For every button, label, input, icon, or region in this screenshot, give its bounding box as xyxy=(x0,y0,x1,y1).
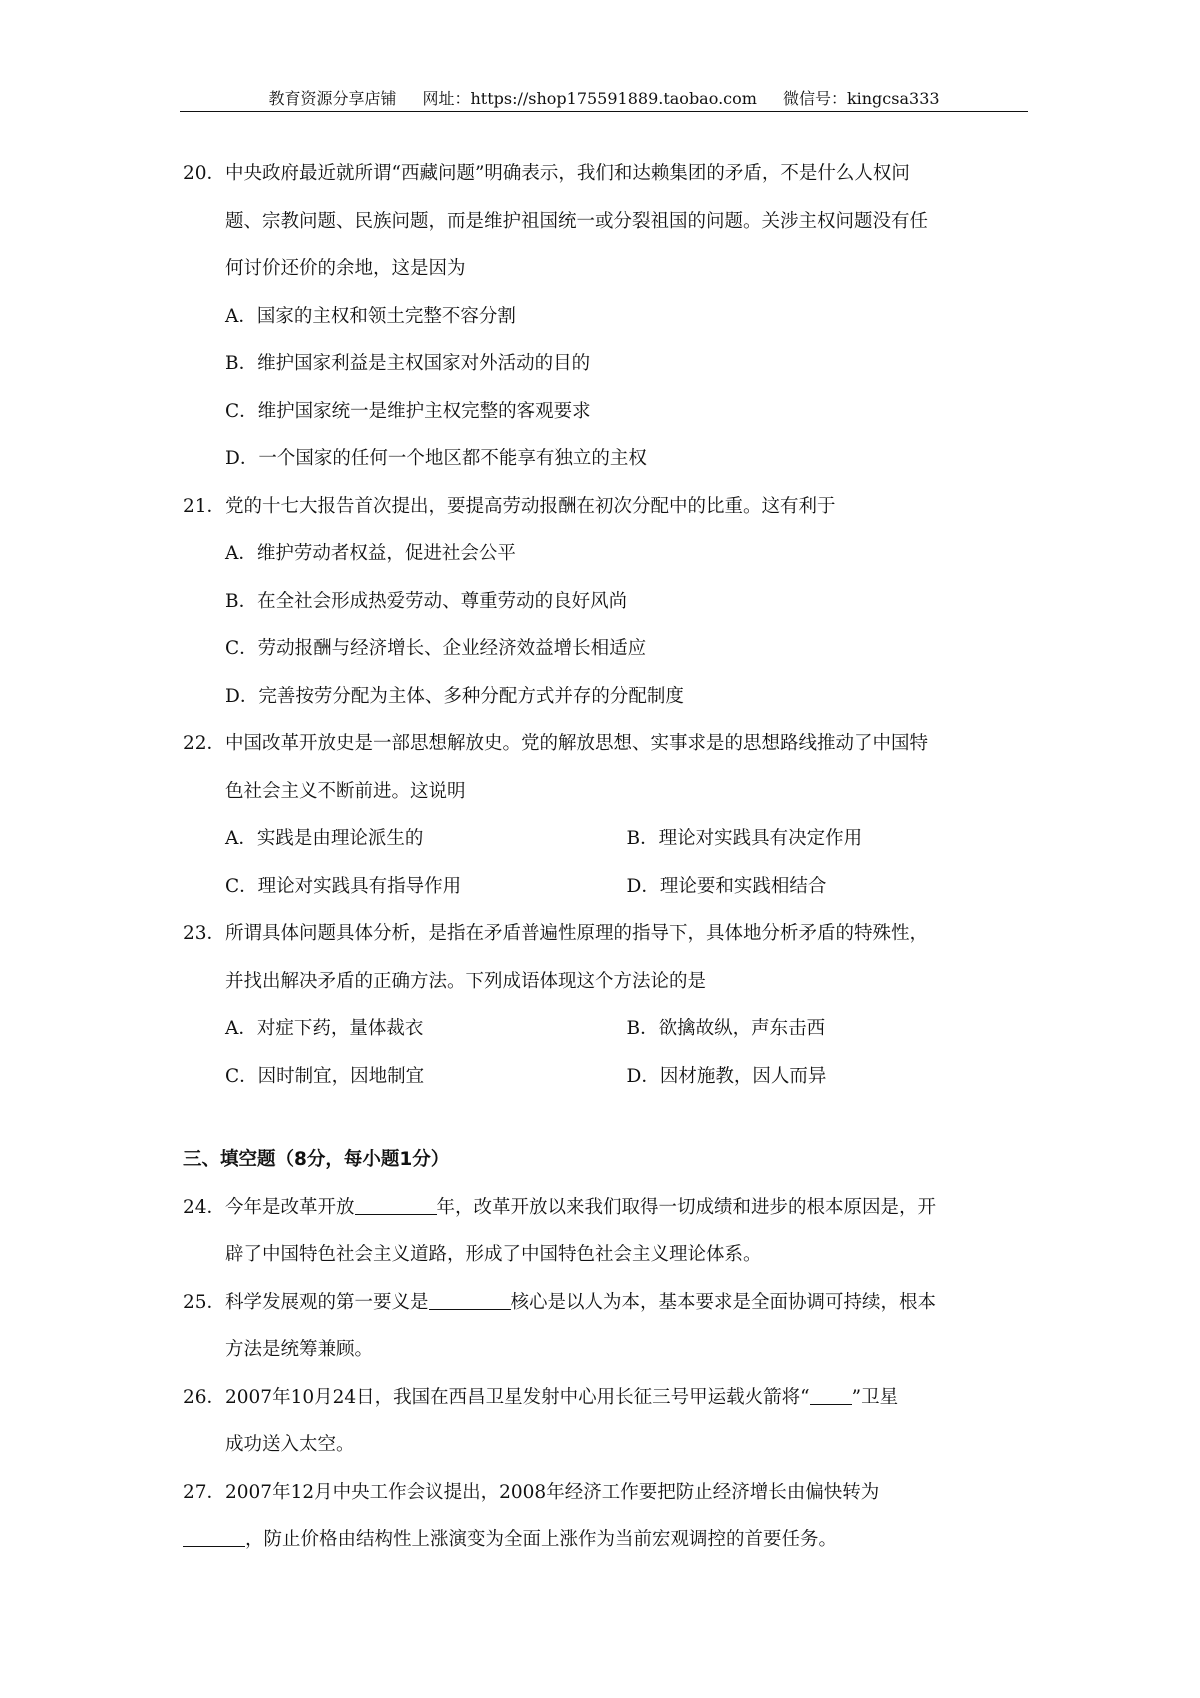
option-b: B．理论对实践具有决定作用 xyxy=(626,828,863,849)
option-d: D．因材施教，因人而异 xyxy=(626,1065,827,1087)
question-text-line xyxy=(225,1374,1028,1422)
header-divider xyxy=(180,111,1028,112)
option-c: C．劳动报酬与经济增长、企业经济效益增长相适应 xyxy=(225,638,647,659)
option-d: D．完善按劳分配为主体、多种分配方式并存的分配制度 xyxy=(225,685,684,707)
question-text-line: 成功送入太空。 xyxy=(225,1434,355,1455)
question-number: 26． xyxy=(183,1386,226,1408)
question-text-line: 并找出解决矛盾的正确方法。下列成语体现这个方法论的是 xyxy=(225,970,707,992)
option-b: B．欲擒故纵，声东击西 xyxy=(626,1018,826,1039)
question-number: 24． xyxy=(183,1196,226,1218)
question-23-options xyxy=(183,1005,1028,1100)
text-after-blank: 年，改革开放以来我们取得一切成绩和进步的根本原因是，开 xyxy=(436,1196,937,1218)
question-25 xyxy=(183,1279,1028,1374)
option-a: A．国家的主权和领土完整不容分割 xyxy=(225,305,516,327)
option-c: C．维护国家统一是维护主权完整的客观要求 xyxy=(225,400,591,422)
exam-content xyxy=(183,150,1028,1564)
section-title: 三、填空题（8分，每小题1分） xyxy=(183,1149,450,1170)
question-23 xyxy=(183,910,1028,1005)
option-row xyxy=(225,863,1028,911)
text-after-blank: ”卫星 xyxy=(851,1386,899,1408)
question-number: 27． xyxy=(183,1481,226,1503)
header-website: 网址：https://shop175591889.taobao.com xyxy=(422,89,757,108)
option-c: C．因时制宜，因地制宜 xyxy=(225,1065,425,1087)
question-number: 21． xyxy=(183,495,226,517)
option-a: A．维护劳动者权益，促进社会公平 xyxy=(225,543,516,564)
question-text-line: 2007年12月中央工作会议提出，2008年经济工作要把防止经济增长由偏快转为 xyxy=(225,1481,880,1503)
question-21-options xyxy=(183,530,1028,720)
question-text-line: 方法是统筹兼顾。 xyxy=(225,1339,374,1360)
text-before-blank: 今年是改革开放 xyxy=(225,1196,355,1218)
question-26 xyxy=(183,1374,1028,1469)
text-after-blank: 核心是以人为本，基本要求是全面协调可持续，根本 xyxy=(510,1291,937,1313)
question-21 xyxy=(183,483,1028,531)
option-c: C．理论对实践具有指导作用 xyxy=(225,875,462,897)
option-d: D．理论要和实践相结合 xyxy=(626,875,827,897)
question-text-line: 中央政府最近就所谓“西藏问题”明确表示，我们和达赖集团的矛盾，不是什么人权问 xyxy=(225,163,910,184)
question-22-options xyxy=(183,815,1028,910)
question-text-line: 中国改革开放史是一部思想解放史。党的解放思想、实事求是的思想路线推动了中国特 xyxy=(225,733,929,754)
option-a: A．实践是由理论派生的 xyxy=(225,828,424,849)
question-text-line xyxy=(183,1516,1028,1564)
question-27 xyxy=(183,1469,1028,1564)
answer-blank[interactable] xyxy=(429,1291,511,1310)
question-number: 22． xyxy=(183,733,226,754)
header-shop-name: 教育资源分享店铺 xyxy=(268,89,397,108)
question-text-line xyxy=(225,1184,1028,1232)
question-number: 20． xyxy=(183,163,226,184)
question-text-line xyxy=(225,1279,1028,1327)
question-text-line: 何讨价还价的余地，这是因为 xyxy=(225,258,466,279)
text-after-blank: ，防止价格由结构性上涨演变为全面上涨作为当前宏观调控的首要任务。 xyxy=(245,1529,838,1550)
option-row xyxy=(225,1005,1028,1053)
question-20 xyxy=(183,150,1028,293)
question-22 xyxy=(183,720,1028,815)
question-text-line: 党的十七大报告首次提出，要提高劳动报酬在初次分配中的比重。这有利于 xyxy=(225,495,836,517)
option-row xyxy=(225,1053,1028,1101)
question-number: 25． xyxy=(183,1291,226,1313)
answer-blank[interactable] xyxy=(183,1528,245,1547)
header-wechat: 微信号：kingcsa333 xyxy=(782,89,940,108)
option-b: B．在全社会形成热爱劳动、尊重劳动的良好风尚 xyxy=(225,590,628,612)
text-before-blank: 2007年10月24日，我国在西昌卫星发射中心用长征三号甲运载火箭将“ xyxy=(225,1386,810,1408)
question-24 xyxy=(183,1184,1028,1279)
option-a: A．对症下药，量体裁衣 xyxy=(225,1018,424,1039)
answer-blank[interactable] xyxy=(355,1196,437,1215)
question-text-line: 辟了中国特色社会主义道路，形成了中国特色社会主义理论体系。 xyxy=(225,1244,762,1265)
question-text-line: 色社会主义不断前进。这说明 xyxy=(225,780,466,802)
question-text-line: 题、宗教问题、民族问题，而是维护祖国统一或分裂祖国的问题。关涉主权问题没有任 xyxy=(225,210,929,232)
question-number: 23． xyxy=(183,923,226,944)
option-d: D．一个国家的任何一个地区都不能享有独立的主权 xyxy=(225,448,647,469)
page-header xyxy=(180,86,1028,112)
option-b: B．维护国家利益是主权国家对外活动的目的 xyxy=(225,353,591,374)
question-20-options xyxy=(183,293,1028,483)
option-row xyxy=(225,815,1028,863)
answer-blank[interactable] xyxy=(810,1386,852,1405)
question-text-line: 所谓具体问题具体分析，是指在矛盾普遍性原理的指导下，具体地分析矛盾的特殊性， xyxy=(225,923,929,944)
text-before-blank: 科学发展观的第一要义是 xyxy=(225,1291,429,1313)
